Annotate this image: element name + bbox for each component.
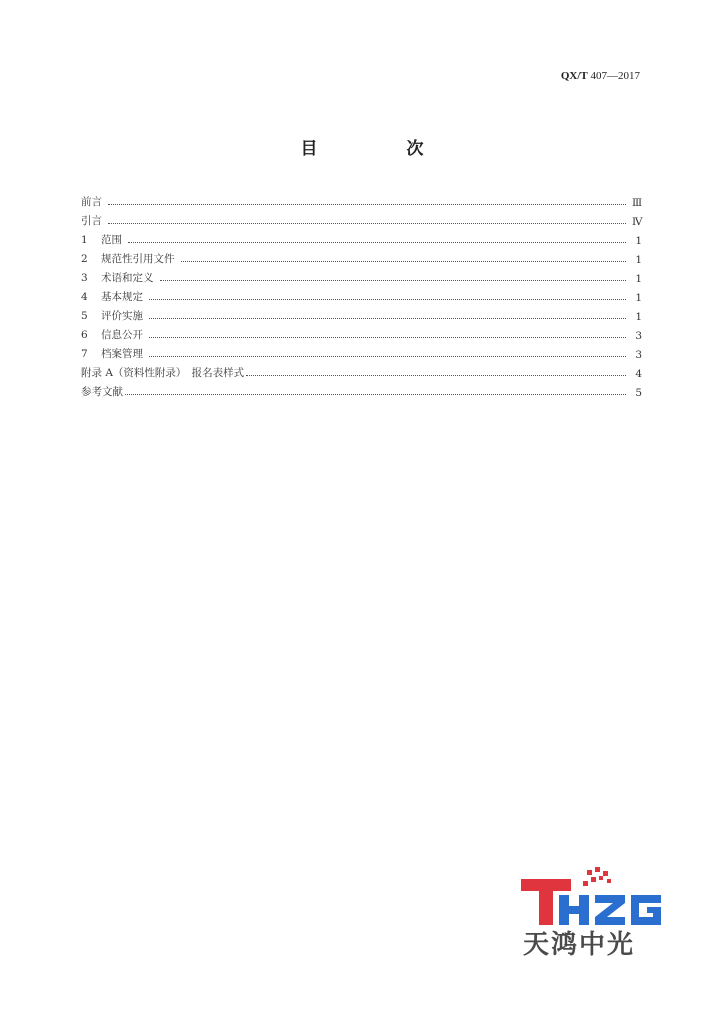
toc-entry-label: 规范性引用文件 [101, 253, 175, 265]
toc-entry-5[interactable] [81, 304, 642, 323]
toc-entry-label: 基本规定 [101, 291, 143, 303]
toc-entry-page: 1 [635, 254, 642, 266]
toc-entry-page: 4 [635, 368, 642, 380]
toc-entry-page: Ⅳ [632, 216, 643, 228]
toc-entry-foreword[interactable] [81, 190, 642, 209]
toc-entry-label: 前言 [81, 196, 102, 208]
toc-entry-label: 范围 [101, 234, 122, 246]
toc-entry-page: 3 [635, 349, 642, 361]
toc-entry-page: 3 [635, 330, 642, 342]
toc-leader [125, 393, 626, 395]
toc-entry-number: 5 [81, 310, 88, 322]
toc-entry-1[interactable] [81, 228, 642, 247]
standard-code [561, 70, 640, 82]
toc-entry-page: 1 [635, 292, 642, 304]
toc-leader [108, 222, 626, 224]
toc-leader [108, 203, 626, 205]
watermark-logo [519, 867, 664, 959]
standard-code-prefix: QX/T [560, 70, 588, 82]
toc-entry-label: 参考文献 [81, 386, 123, 398]
toc-leader [149, 336, 626, 338]
toc-entry-7[interactable] [81, 342, 642, 361]
toc-entry-label: 档案管理 [101, 348, 143, 360]
toc-entry-number: 1 [81, 234, 88, 246]
toc-entry-references[interactable] [81, 380, 642, 399]
toc-entry-number: 2 [81, 253, 88, 265]
toc-leader [128, 241, 626, 243]
toc-entry-number: 6 [81, 329, 88, 341]
toc-entry-3[interactable] [81, 266, 642, 285]
toc-leader [246, 374, 626, 376]
toc-entry-2[interactable] [81, 247, 642, 266]
toc-entry-label: 评价实施 [101, 310, 143, 322]
toc-leader [181, 260, 627, 262]
toc-entry-label: 附录 A（资料性附录） 报名表样式 [81, 367, 245, 379]
toc-entry-introduction[interactable] [81, 209, 642, 228]
svg-text:天鸿中光: 天鸿中光 [523, 930, 636, 959]
toc-entry-number: 4 [81, 291, 88, 303]
toc-entry-page: Ⅲ [632, 197, 643, 209]
toc-entry-page: 1 [635, 311, 642, 323]
toc-leader [160, 279, 627, 281]
toc-entry-number: 7 [81, 348, 88, 360]
toc-entry-label: 信息公开 [101, 329, 143, 341]
thzg-logo-icon [519, 867, 664, 959]
toc-entry-4[interactable] [81, 285, 642, 304]
toc-entry-appendix-a[interactable] [81, 361, 642, 380]
toc-leader [149, 317, 626, 319]
toc-entry-page: 5 [635, 387, 642, 399]
toc-entry-label: 术语和定义 [101, 272, 154, 284]
page-title: 目 次 [300, 139, 460, 159]
table-of-contents [81, 190, 642, 399]
toc-entry-page: 1 [635, 235, 642, 247]
standard-code-number: 407—2017 [590, 70, 640, 82]
toc-entry-6[interactable] [81, 323, 642, 342]
toc-entry-number: 3 [81, 272, 88, 284]
toc-entry-page: 1 [635, 273, 642, 285]
toc-leader [149, 355, 626, 357]
toc-entry-label: 引言 [81, 215, 102, 227]
toc-leader [149, 298, 626, 300]
